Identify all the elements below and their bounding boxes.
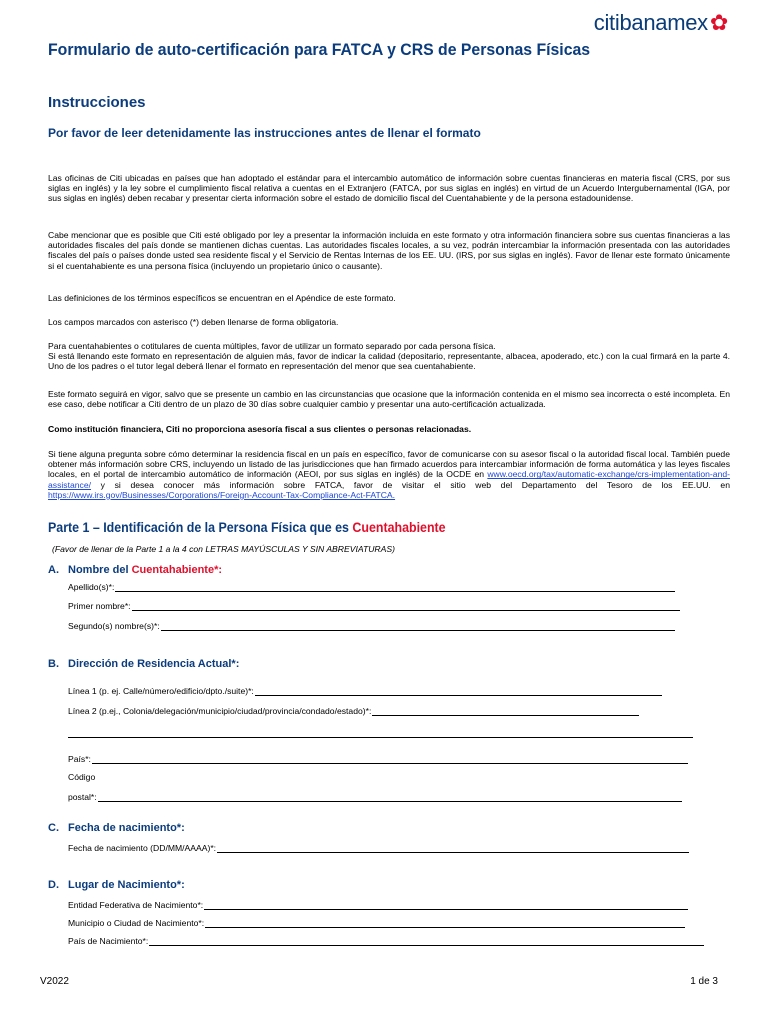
birth-date-input[interactable] xyxy=(217,844,689,853)
section-a-asterisk: *: xyxy=(214,564,223,576)
country-input[interactable] xyxy=(92,755,688,764)
first-name-label: Primer nombre*: xyxy=(68,601,131,611)
section-b-letter: B. xyxy=(48,658,59,670)
paragraph-legal-obligation: Cabe mencionar que es posible que Citi esté obligado por ley a presentar la información incluida en este formato y otra información financiera sobre sus cuentas financieras a las autoridades fiscales del país donde se mantienen dichas cuentas. Las autoridades fiscales locales, a su vez, podrán intercambiar la información presentada con las autoridades fiscales del país o países donde usted sea residente fiscal y el Servicio de Rentas Internas de los EE. UU. (IRS, por sus siglas en inglés). Favor de llenar este formato únicamente si el cuentahabiente es una persona física (incluyendo un propietario único o causante). xyxy=(48,230,730,271)
birth-city-field[interactable] xyxy=(68,918,685,928)
section-c-heading xyxy=(48,822,185,834)
paragraph-multiple-holders: Para cuentahabientes o cotitulares de cuenta múltiples, favor de utilizar un formato separado por cada persona física. xyxy=(48,341,496,351)
birth-city-label: Municipio o Ciudad de Nacimiento*: xyxy=(68,918,205,928)
instructions-subheading: Por favor de leer detenidamente las instrucciones antes de llenar el formato xyxy=(48,126,481,140)
part1-title xyxy=(48,520,446,535)
birth-city-input[interactable] xyxy=(205,919,685,928)
paragraph-required-fields: Los campos marcados con asterisco (*) deben llenarse de forma obligatoria. xyxy=(48,317,339,327)
paragraph-validity: Este formato seguirá en vigor, salvo que se presente un cambio en las circunstancias que ocasione que la información contenida en el mismo sea incorrecta o esté incompleta. En ese caso, debe notificar a Citi dentro de un plazo de 30 días sobre cualquier cambio y presentar una auto-certificación actualizada. xyxy=(48,389,730,410)
section-b-heading xyxy=(48,658,239,670)
section-b-label: Dirección de Residencia Actual*: xyxy=(68,658,240,670)
section-d-heading xyxy=(48,879,185,891)
section-c-letter: C. xyxy=(48,822,59,834)
page-number: 1 de 3 xyxy=(690,976,718,987)
paragraph-no-tax-advice: Como institución financiera, Citi no proporciona asesoría fiscal a sus clientes o personas relacionadas. xyxy=(48,424,472,434)
section-a-label: Nombre del xyxy=(68,564,132,576)
address-extra-line[interactable] xyxy=(68,737,693,738)
address-line1-label: Línea 1 (p. ej. Calle/número/edificio/dpto./suite)*: xyxy=(68,686,254,696)
birth-country-label: País de Nacimiento*: xyxy=(68,936,149,946)
part1-note: (Favor de llenar de la Parte 1 a la 4 con LETRAS MAYÚSCULAS Y SIN ABREVIATURAS) xyxy=(52,544,395,554)
section-a-letter: A. xyxy=(48,564,59,576)
middle-name-field[interactable] xyxy=(68,621,675,631)
section-a-label-highlight: Cuentahabiente xyxy=(131,564,215,576)
postal-code-input[interactable] xyxy=(98,793,682,802)
flower-logo-icon: ✿ xyxy=(709,10,728,35)
part1-title-prefix: Parte 1 – Identificación de la Persona Física que es xyxy=(48,520,353,535)
paragraph-intro: Las oficinas de Citi ubicadas en países que han adoptado el estándar para el intercambio automático de información sobre cuentas financieras en materia fiscal (CRS, por sus siglas en inglés) y la ley sobre el cumplimiento fiscal relativa a cuentas en el Extranjero (FATCA, por sus siglas en inglés) en virtud de un Acuerdo Intergubernamental (IGA, por sus siglas en inglés) deben recabar y presentar cierta información sobre el estado de domicilio fiscal del Cuentahabiente y de la persona estadounidense. xyxy=(48,173,730,204)
first-name-field[interactable] xyxy=(68,601,680,611)
form-version: V2022 xyxy=(40,976,69,987)
paragraph-definitions: Las definiciones de los términos específicos se encuentran en el Apéndice de este formato. xyxy=(48,293,396,303)
birth-state-field[interactable] xyxy=(68,900,688,910)
surname-input[interactable] xyxy=(115,583,675,592)
section-d-label: Lugar de Nacimiento*: xyxy=(68,879,185,891)
section-d-letter: D. xyxy=(48,879,59,891)
postal-code-label: postal*: xyxy=(68,792,97,802)
surname-label: Apellido(s)*: xyxy=(68,582,115,592)
birth-country-field[interactable] xyxy=(68,936,704,946)
address-line2-label: Línea 2 (p.ej., Colonia/delegación/municipio/ciudad/provincia/condado/estado)*: xyxy=(68,706,372,716)
address-line2-input[interactable] xyxy=(372,707,639,716)
page-title: Formulario de auto-certificación para FATCA y CRS de Personas Físicas xyxy=(48,40,591,59)
country-label: País*: xyxy=(68,754,91,764)
logo-text: citibanamex xyxy=(593,10,708,35)
birth-date-field[interactable] xyxy=(68,843,689,853)
address-line2-field[interactable] xyxy=(68,706,639,716)
first-name-input[interactable] xyxy=(132,602,680,611)
section-c-label: Fecha de nacimiento*: xyxy=(68,822,185,834)
middle-name-label: Segundo(s) nombre(s)*: xyxy=(68,621,160,631)
address-line1-input[interactable] xyxy=(255,687,662,696)
questions-text-start: Si tiene alguna pregunta sobre cómo determinar la residencia fiscal en un país en específico, favor de comunicarse con su asesor fiscal o la autoridad fiscal local. También puede obtener más información sobre CRS, incluyendo un listado de las jurisdicciones que han firmado acuerdos para intercambiar información de forma automática y las leyes fiscales locales, en el portal de intercambio automático de información (AEOI, por sus siglas en inglés) de la OCDE en xyxy=(48,449,730,480)
paragraph-questions xyxy=(48,449,730,500)
instructions-heading: Instrucciones xyxy=(48,94,146,111)
questions-text-mid: y si desea conocer más información sobre FATCA, favor de visitar el sitio web del Departamento del Tesoro de los EE.UU. en xyxy=(91,479,730,490)
paragraph-representative: Si está llenando este formato en representación de alguien más, favor de indicar la calidad (depositario, representante, albacea, apoderado, etc.) con la cual firmará en la parte 4. Uno de los padres o el tutor legal deberá llenar el formato en representación del menor que sea cuentahabiente. xyxy=(48,351,730,372)
middle-name-input[interactable] xyxy=(161,622,675,631)
postal-code-label-line1: Código xyxy=(68,772,96,782)
oecd-link[interactable]: www.oecd.org/tax/automatic-exchange/crs-implementation-and-assistance/ xyxy=(48,469,730,490)
birth-state-label: Entidad Federativa de Nacimiento*: xyxy=(68,900,204,910)
birth-state-input[interactable] xyxy=(204,901,688,910)
address-line1-field[interactable] xyxy=(68,686,662,696)
birth-date-label: Fecha de nacimiento (DD/MM/AAAA)*: xyxy=(68,843,217,853)
irs-link[interactable]: https://www.irs.gov/Businesses/Corporations/Foreign-Account-Tax-Compliance-Act-FATCA. xyxy=(48,489,396,500)
part1-title-highlight: Cuentahabiente xyxy=(352,520,446,535)
surname-field[interactable] xyxy=(68,582,675,592)
country-field[interactable] xyxy=(68,754,688,764)
birth-country-input[interactable] xyxy=(149,937,704,946)
postal-code-field[interactable] xyxy=(68,792,682,802)
citibanamex-logo xyxy=(594,10,728,36)
section-a-heading xyxy=(48,564,222,576)
